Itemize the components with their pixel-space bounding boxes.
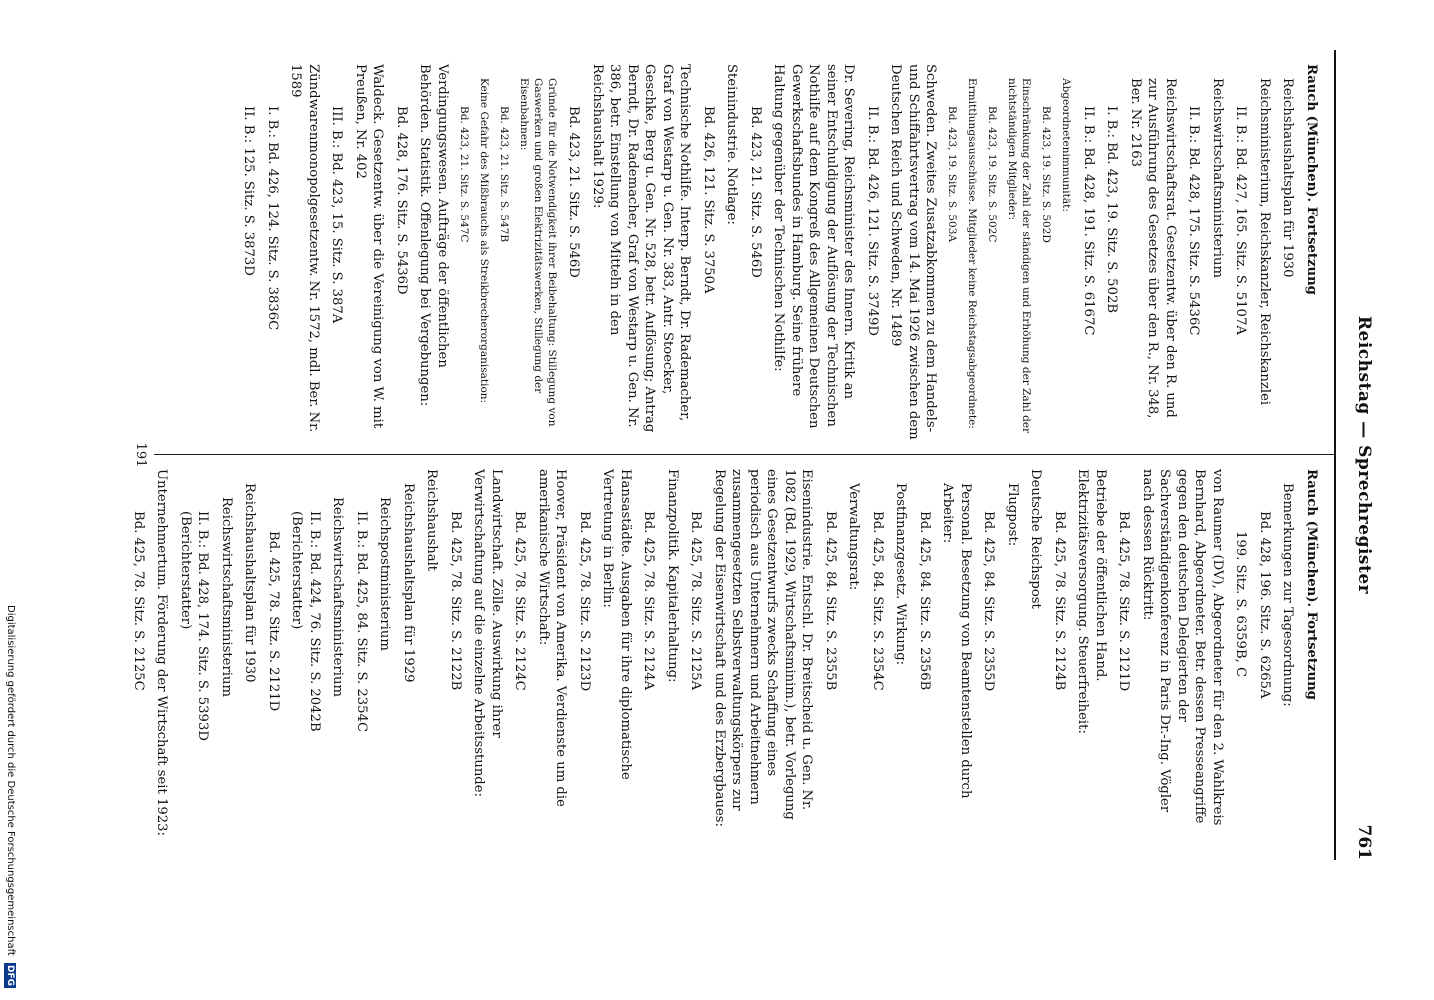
- register-entry: Reichshaushaltsplan für 1930: [242, 483, 258, 683]
- register-entry: I. B.: Bd. 426, 124. Sitz. S. 3836C: [265, 106, 280, 331]
- register-entry: II. B.: Bd. 428, 191. Sitz. S. 6167C: [1081, 106, 1096, 336]
- register-entry: Abgeordnetenimmunität:: [1060, 78, 1073, 212]
- register-entry: Waldeck. Gesetzentw. über die Vereinigung von W. mit Preußen, Nr. 402: [353, 64, 386, 429]
- dfg-logo: DFG: [5, 965, 15, 987]
- register-entry: Rauch (München). Fortsetzung: [1304, 469, 1319, 700]
- register-entry: II. B.: Bd. 428, 174. Sitz. S. 5393D (Berichterstatter): [178, 511, 211, 741]
- register-entry: Betriebe der öffentlichen Hand. Elektrizitätsversorgung. Steuerfreiheit:: [1075, 469, 1108, 734]
- text-columns: [131, 50, 1334, 860]
- register-entry: Steinindustrie. Notlage:: [724, 64, 740, 225]
- page-title: Reichstag — Sprechregister: [1354, 315, 1374, 595]
- footer-number: 191: [133, 442, 148, 468]
- register-entry: Bd. 425, 84. Sitz. S. 2355D: [981, 511, 997, 692]
- register-entry: Reichswirtschaftsministerium: [330, 497, 346, 697]
- register-entry: II. B.: Bd. 425, 84. Sitz. S. 2354C: [354, 511, 369, 733]
- register-entry: Bd. 423, 21. Sitz. S. 546D: [566, 106, 582, 278]
- register-entry: Landwirtschaft. Zölle. Auswirkung ihrer Verwirtschaftung auf die einzelne Arbeitsstunde:: [471, 469, 504, 797]
- register-entry: Flugpost:: [1005, 483, 1020, 547]
- register-entry: Reichswirtschaftsministerium: [1210, 78, 1225, 278]
- register-entry: Dr. Severing, Reichsminister des Innern. Kritik an seiner Entschuldigung der Auflösung der Technischen Nothilfe auf dem Kongreß des Allgemeinen Deutschen Gewerkschaftsbundes in Hamburg. Seine frühere Haltung gegenüber der Technischen Nothilfe:: [771, 64, 857, 429]
- scanned-page: [70, 10, 1390, 900]
- credit-text: Digitalisierung gefördert durch die Deutsche Forschungsgemeinschaft: [5, 605, 16, 956]
- register-entry: Bd. 423, 19. Sitz. S. 502C: [986, 106, 999, 243]
- register-entry: Reichswirtschaftsrat. Gesetzentw. über den R. und zur Ausführung des Gesetzes über den R., Nr. 348, Ber. Nr. 2163: [1128, 78, 1178, 419]
- register-entry: Bd. 428, 196. Sitz. S. 6265A: [1257, 511, 1272, 699]
- page-header: [1334, 50, 1378, 860]
- register-entry: Bemerkungen zur Tagesordnung:: [1280, 483, 1296, 707]
- register-entry: Bd. 426, 121. Sitz. S. 3750A: [701, 106, 716, 294]
- register-entry: Bd. 425, 78. Sitz. S. 2122B: [448, 511, 463, 691]
- register-entry: II. B.: 125. Sitz. S. 3873D: [241, 106, 257, 276]
- register-entry: 199. Sitz. S. 6359B, C: [1233, 531, 1249, 678]
- register-entry: III. B.: Bd. 423, 15. Sitz. S. 387A: [329, 106, 345, 324]
- register-entry: Verwaltungsrat:: [846, 483, 862, 591]
- register-entry: Bd. 423, 19. Sitz. S. 502D: [1040, 106, 1053, 243]
- register-entry: Bd. 428, 176. Sitz. S. 5436D: [394, 106, 409, 295]
- register-entry: Ermittlungsausschüsse. Mitglieder keine Reichstagsabgeordnete:: [966, 78, 979, 429]
- register-entry: Postfinanzgesetz. Wirkung:: [893, 483, 909, 666]
- register-entry: Unternehmertum. Förderung der Wirtschaft seit 1923:: [154, 469, 170, 836]
- register-entry: Zündwarenmonopolgesetzentw. Nr. 1572, mdl. Ber. Nr. 1589: [288, 64, 321, 433]
- register-entry: Bd. 425, 84. Sitz. S. 2356B: [917, 511, 932, 691]
- register-entry: Bd. 425, 84. Sitz. S. 2354C: [870, 511, 885, 691]
- register-entry: Schweden. Zweites Zusatzabkommen zu dem Handels- und Schiffahrtsvertrag vom 14. Mai 1926 zwischen dem Deutschen Reich und Schweden, Nr. 1489: [888, 64, 939, 440]
- register-entry: Bd. 425, 78. Sitz. S. 2124A: [641, 511, 657, 691]
- register-entry: Bd. 425, 84. Sitz. S. 2355B: [823, 511, 838, 691]
- register-entry: Bd. 425, 78. Sitz. S. 2124C: [512, 511, 528, 691]
- register-entry: Hansastädte. Ausgaben für ihre diplomatische Vertretung in Berlin:: [600, 469, 633, 780]
- register-entry: II. B.: Bd. 426, 121. Sitz. S. 3749D: [865, 106, 880, 336]
- register-entry: II. B.: Bd. 427, 165. Sitz. S. 5107A: [1233, 106, 1249, 335]
- page-number: 761: [1354, 824, 1374, 860]
- register-entry: Technische Nothilfe. Interp. Berndt, Dr. Rademacher, Graf von Westarp u. Gen. Nr. 383, Antr. Stoecker, Geschke, Berg u. Gen. Nr. 528, betr. Auflösung; Antrag Berndt, Dr. Rademacher, Graf von Westarp u. Gen. Nr. 386, betr. Einstellung von Mitteln in den Reichshaushalt 1929:: [590, 64, 693, 433]
- register-entry: Reichshaushaltsplan für 1929: [401, 483, 416, 683]
- register-entry: Bd. 425, 78. Sitz. S. 2125A: [688, 511, 704, 691]
- register-entry: Gründe für die Notwendigkeit ihrer Beibehaltung: Stillegung von Gaswerken und großen Elektrizitätswerken, Stillegung der Eisenbahnen:: [518, 78, 558, 427]
- register-entry: Deutsche Reichspost: [1028, 469, 1044, 609]
- register-entry: Bd. 423, 21. Sitz. S. 547B: [498, 106, 510, 243]
- register-entry: Bd. 423, 21. Sitz. S. 547C: [458, 106, 470, 243]
- register-entry: Reichshaushaltsplan für 1930: [1280, 78, 1296, 278]
- register-entry: Bd. 425, 78. Sitz. S. 2121D: [266, 531, 281, 712]
- register-entry: Finanzpolitik. Kapitalerhaltung:: [665, 469, 680, 683]
- register-entry: Verdingungswesen. Aufträge der öffentlichen Behörden. Statistik. Offenlegung bei Vergebungen:: [417, 64, 450, 407]
- register-entry: Reichsministerium, Reichskanzler, Reichskanzlei: [1257, 78, 1272, 406]
- digitization-credit: [4, 605, 16, 988]
- register-entry: Bd. 423, 19. Sitz. S. 503A: [946, 106, 959, 242]
- register-entry: Keine Gefahr des Mißbrauchs als Streikbrecherorganisation:: [478, 78, 490, 404]
- register-entry: Rauch (München). Fortsetzung: [1304, 64, 1319, 295]
- register-entry: II. B.: Bd. 424, 76. Sitz. S. 2042B (Berichterstatter): [289, 511, 322, 732]
- register-entry: I. B.: Bd. 423, 19. Sitz. S. 502B: [1104, 106, 1120, 314]
- register-entry: Reichshaushalt: [424, 469, 440, 572]
- register-entry: Einschränkung der Zahl der ständigen und Erhöhung der Zahl der nichtständigen Mitglieder:: [1006, 78, 1033, 434]
- register-entry: Bd. 425, 78. Sitz. S. 2125C: [131, 511, 146, 691]
- register-entry: Reichswirtschaftsministerium: [219, 497, 234, 697]
- register-entry: Hoover, Präsident von Amerika. Verdienste um die amerikanische Wirtschaft:: [536, 469, 569, 807]
- register-entry: Personal. Besetzung von Beamtenstellen durch Arbeiter:: [940, 483, 973, 799]
- register-entry: Bd. 425, 78. Sitz. S. 2121D: [1116, 511, 1132, 692]
- register-entry: Bd. 423, 21. Sitz. S. 546D: [748, 106, 763, 278]
- register-entry: Bd. 425, 78. Sitz. S. 2123D: [577, 511, 592, 692]
- register-entry: Eisenindustrie. Entschl. Dr. Breitscheid u. Gen. Nr. 1082 (Bd. 1929, Wirtschaftsminim.), betr. Vorlegung eines Gesetzentwurfs zwecks Schaffung eines periodisch aus Unternehmern und Arbeitnehmern zusammengesetzten Selbstverwaltungskörpers zur Regelung der Eisenwirtschaft und des Erzbergbaues:: [712, 469, 815, 827]
- left-column: [154, 50, 1334, 455]
- register-entry: Bd. 425, 78. Sitz. S. 2124B: [1052, 511, 1067, 691]
- register-entry: Reichspostministerium: [377, 497, 393, 651]
- register-entry: von Raumer (DV), Abgeordneter für den 2. Wahlkreis Bernhard, Abgeordneter. Betr. dessen Presseangriffe gegen den deutschen Delegierten der Sachverständigenkonferenz in Paris Dr.-Ing. Vögler nach dessen Rücktritt:: [1140, 469, 1225, 826]
- register-entry: II. B.: Bd. 428, 175. Sitz. S. 5436C: [1186, 106, 1202, 336]
